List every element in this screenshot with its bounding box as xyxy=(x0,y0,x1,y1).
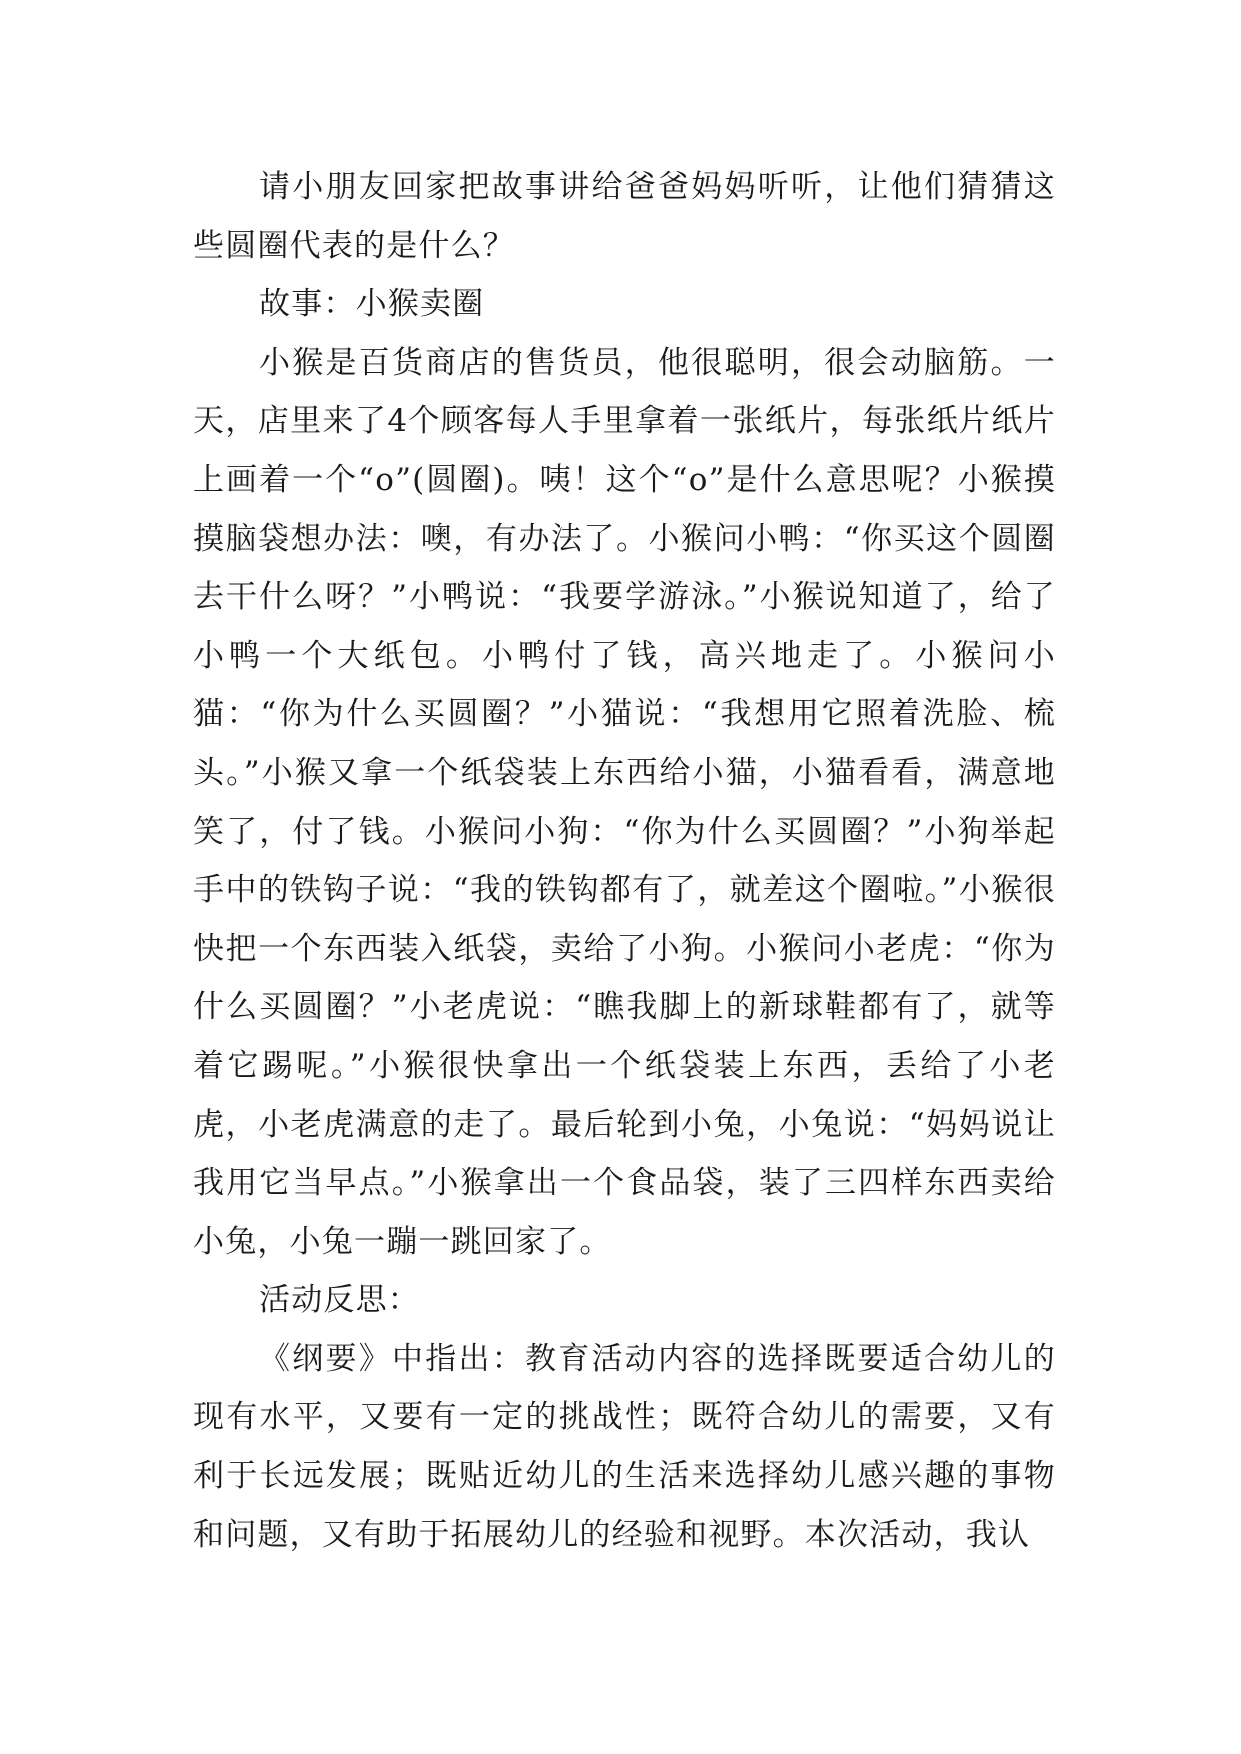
reflection-heading: 活动反思： xyxy=(259,1282,420,1319)
document-body xyxy=(193,158,1056,1564)
paragraph-reflection: 《纲要》中指出：教育活动内容的选择既要适合幼儿的现有水平，又要有一定的挑战性；既符合幼儿的需要，又有利于长远发展；既贴近幼儿的生活来选择幼儿感兴趣的事物和问题，又有助于拓展幼儿的经验和视野。本次活动，我认 xyxy=(193,1340,1056,1553)
paragraph-instruction: 请小朋友回家把故事讲给爸爸妈妈听听，让他们猜猜这些圆圈代表的是什么？ xyxy=(193,169,1056,264)
paragraph-story: 小猴是百货商店的售货员，他很聪明，很会动脑筋。一天，店里来了4个顾客每人手里拿着一张纸片，每张纸片纸片上画着一个“o”(圆圈)。咦！这个“o”是什么意思呢？小猴摸摸脑袋想办法：噢，有办法了。小猴问小鸭：“你买这个圆圈去干什么呀？”小鸭说：“我要学游泳。”小猴说知道了，给了小鸭一个大纸包。小鸭付了钱，高兴地走了。小猴问小猫：“你为什么买圆圈？”小猫说：“我想用它照着洗脸、梳头。”小猴又拿一个纸袋装上东西给小猫，小猫看看，满意地笑了，付了钱。小猴问小狗：“你为什么买圆圈？”小狗举起手中的铁钩子说：“我的铁钩都有了，就差这个圈啦。”小猴很快把一个东西装入纸袋，卖给了小狗。小猴问小老虎：“你为什么买圆圈？”小老虎说：“瞧我脚上的新球鞋都有了，就等着它踢呢。”小猴很快拿出一个纸袋装上东西，丢给了小老虎，小老虎满意的走了。最后轮到小兔，小兔说：“妈妈说让我用它当早点。”小猴拿出一个食品袋，装了三四样东西卖给小兔，小兔一蹦一跳回家了。 xyxy=(193,344,1056,1260)
story-title: 故事：小猴卖圈 xyxy=(259,286,485,323)
